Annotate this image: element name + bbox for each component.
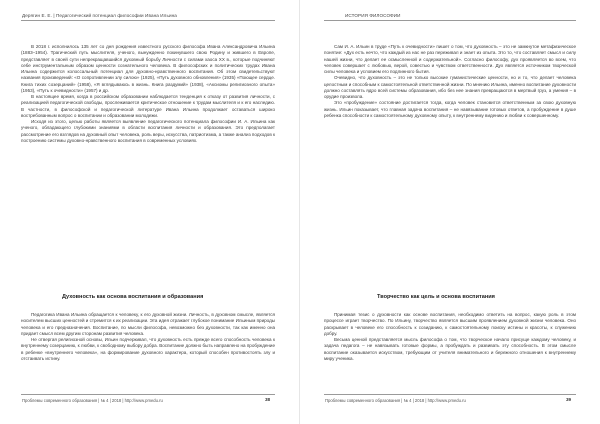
left-page-number: 38 [265, 397, 271, 402]
right-section-paragraph-2: Весьма ценной представляется мысль философа о том, что творческое начало присуще каждому человеку, и задача педагога – не навязывать готовые формы, а пробуждать и развивать эту способность. В этом смысле воспитание оказывается искусством, требующим от учителя внимательного и бережного отношения к внутреннему миру ученика. [324, 337, 576, 361]
left-section-paragraph-2: Не отвергая религиозной основы, Ильин подчеркивал, что духовность есть прежде всего способность человека к внутреннему созерцанию, к любви, к свободному выбору добра. Воспитание должно быть направлено на пробуждение в ребенке «внутреннего человека», на формирование духовного характера, который способен противостоять злу и отстаивать истину. [21, 337, 275, 361]
left-intro-text [21, 44, 275, 144]
left-section-paragraph-1: Педагогика Ивана Ильина обращается к человеку, к его духовной жизни. Личность, в духовном смысле, является носителем высших ценностей и стремится к их реализации. Эта идея отражает глубокое понимание Ильиным природы человека и его предназначения. Воспитание, по мысли философа, невозможно без духовности, так как именно она придает смысл всем другим сторонам развития человека. [21, 312, 276, 336]
left-section-heading: Духовность как основа воспитания и образования [62, 294, 204, 300]
right-intro-paragraph-2: Очевидно, что духовность – это не только высокие гуманистические ценности, но и то, что делает человека целостным и способным к самостоятельной ответственной жизни. По мнению Ильина, именно воспитание духовности должно составлять ядро всей системы образования, ибо без нее знания превращаются в мертвый груз, а умения – в орудие произвола. [324, 75, 576, 99]
left-header-rule [21, 20, 275, 21]
right-footer: Проблемы современного образования | № 4 | 2018 | http://www.pmedu.ru [325, 398, 466, 403]
right-header-rule [324, 20, 576, 21]
left-intro-paragraph-2: В настоящее время, когда в российском образовании наблюдается тенденция к отказу от развития личности, с реализацией педагогической свободы, прослеживается критическое отношение к трудам мыслителя и к его наследию. В частности, в философской и педагогической литературе Ивана Ильина продолжает оставаться широко востребованным вопрос о воспитании и образовании молодежи. [21, 94, 275, 118]
right-intro-paragraph-1: Сам И. А. Ильин в труде «Путь к очевидности» пишет о том, что духовность – это не замкнутое метафизическое понятие: «Дух есть нечто, что каждый из нас не раз переживал и знает из опыта. Это то, что составляет смысл и силу нашей жизни, что делает ее осмысленной и содержательной». Согласно философу, дух проявляется во всем, что человек совершает с любовью, верой, совестью и чувством ответственности. Дух является источником творческой силы человека и условием его подлинного бытия. [324, 44, 576, 74]
right-section-heading: Творчество как цель и основа воспитания [377, 294, 495, 300]
right-intro-paragraph-3: Это «пробуждение» состояние достигается тогда, когда человек становится ответственным за свою духовную жизнь. Ильин показывает, что главная задача воспитания – не навязывание готовых ответов, а пробуждение в душе ребенка способности к самостоятельному духовному опыту, к внутреннему видению и любви к совершенному. [324, 100, 576, 118]
left-running-head: Дерягин Е. Е. | Педагогический потенциал философии Ивана Ильина [22, 13, 177, 18]
right-section-paragraph-1: Принимая тезис о духовности как основе воспитания, необходимо ответить на вопрос, какую роль в этом процессе играет творчество. По Ильину, творчество является высшим проявлением духовной жизни человека. Оно раскрывает в человеке его способность к созиданию, к самостоятельному поиску истины и красоты, к служению добру. [324, 312, 576, 336]
right-running-head: ИСТОРИЯ ФИЛОСОФИИ [345, 13, 401, 18]
left-intro-paragraph-3: Исходя из этого, целью работы является выявление педагогического потенциала философии И. А. Ильина как ученого, обладающего глубокими знаниями в области воспитания личности и образования. Это предполагает рассмотрение его взглядов на духовный опыт человека, роль веры, искусства, патриотизма, а также анализ подходов к построению системы духовно-нравственного воспитания в современных условиях. [21, 119, 275, 143]
right-page-number: 39 [566, 397, 572, 402]
left-intro-paragraph-1: В 2018 г. исполнилось 135 лет со дня рождения известного русского философа Ивана Александровича Ильина (1883–1954). Трагический путь мыслителя, ученого, вынужденно покинувшего свою Родину и жившего в Европе, представляет в своей сути непрекращавшийся духовный борьбу Личности с силами хаоса XX в., которые подчиняют себе инструментальным образом ценности сознательного человека. В философских и политических трудах Ивана Ильина содержится колоссальный потенциал для духовно-нравственного воспитания. Об этом свидетельствуют названия произведений: «О сопротивлении злу силою» (1925), «Путь духовного обновления» (1935) «Поющее сердце. Книга тихих созерцаний» (1958), «Я вглядываюсь в жизнь. Книга раздумий» (1938), «Аксиомы религиозного опыта» (1953), «Путь к очевидности» (1957) и др. [21, 44, 275, 93]
left-footer-rule [21, 394, 275, 395]
right-intro-text [324, 44, 576, 119]
left-section-text [21, 312, 275, 362]
right-section-text [324, 312, 576, 362]
left-footer: Проблемы современного образования | № 4 | 2018 | http://www.pmedu.ru [22, 398, 163, 403]
right-footer-rule [324, 394, 576, 395]
